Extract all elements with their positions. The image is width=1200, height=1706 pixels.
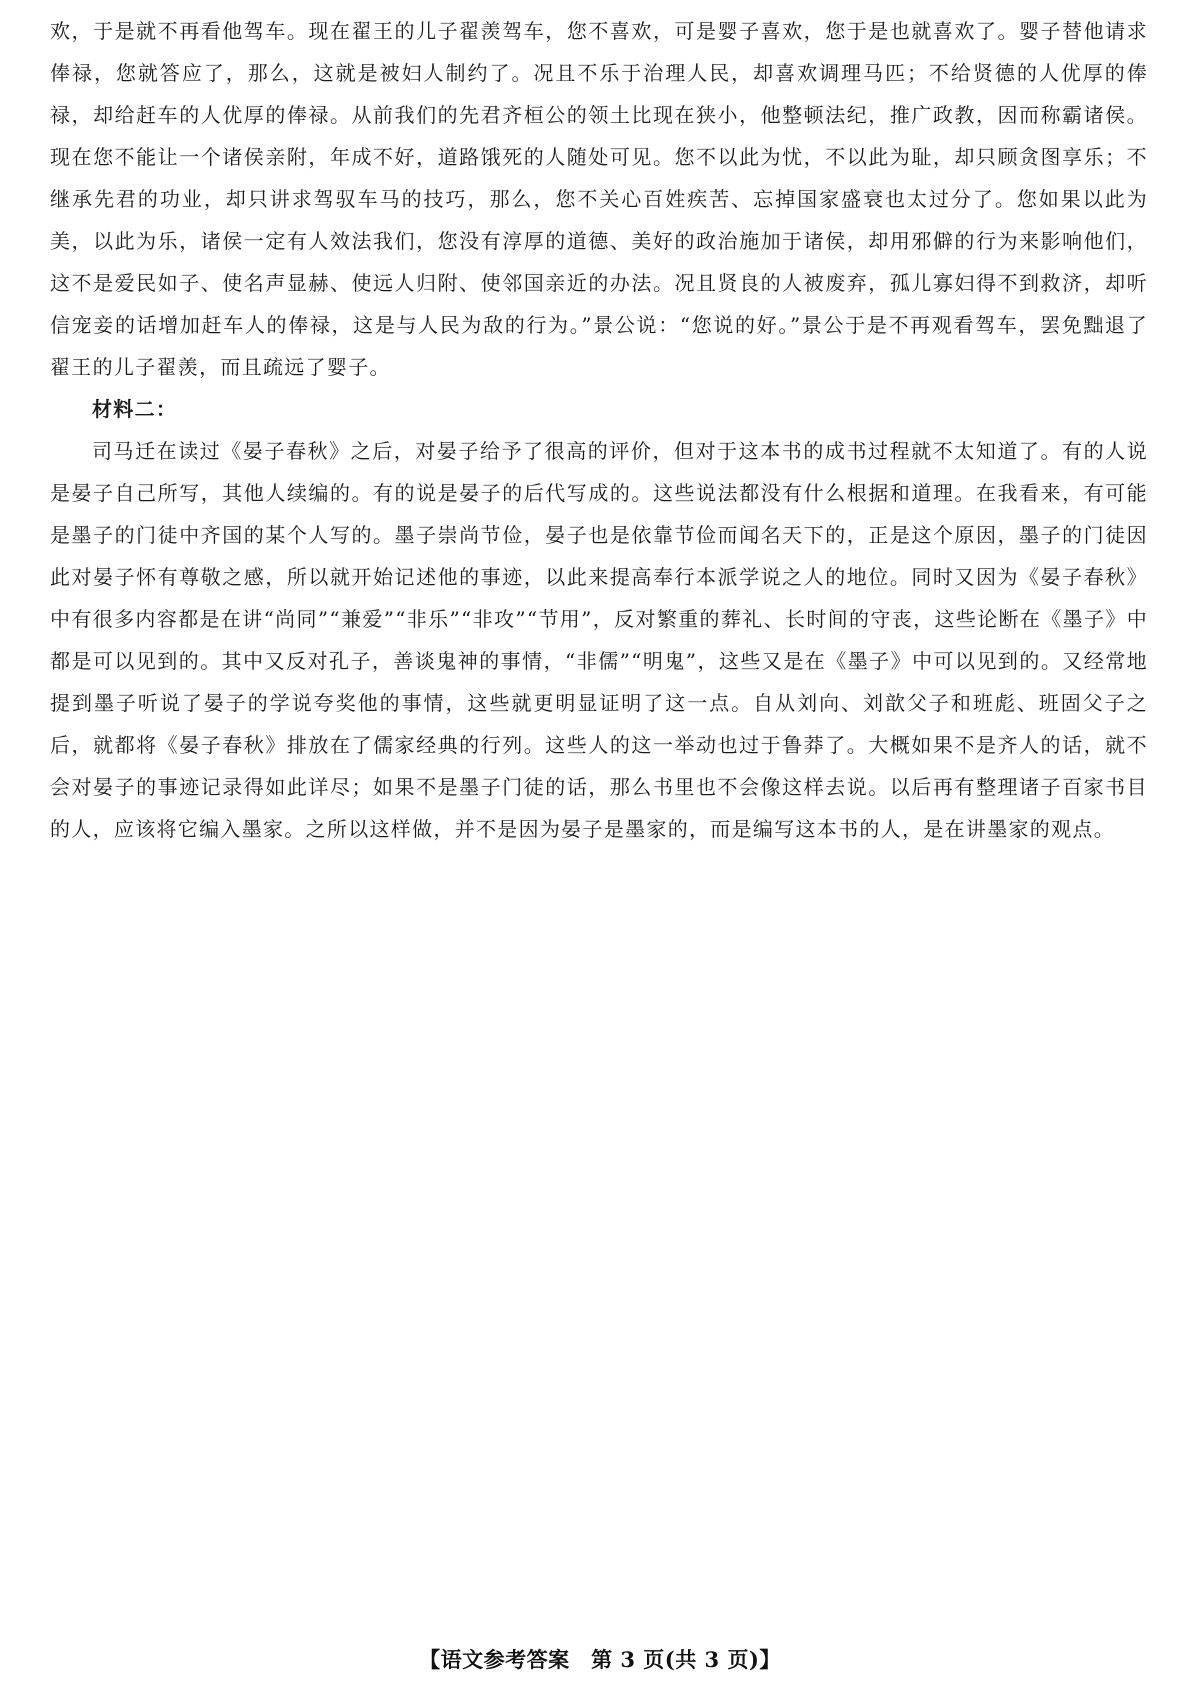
material2-paragraph: 司马迁在读过《晏子春秋》之后，对晏子给予了很高的评价，但对于这本书的成书过程就不太知道了。有的人说是晏子自己所写，其他人续编的。有的说是晏子的后代写成的。这些说法都没有什么根据和道理。在我看来，有可能是墨子的门徒中齐国的某个人写的。墨子崇尚节俭，晏子也是依靠节俭而闻名天下的，正是这个原因，墨子的门徒因此对晏子怀有尊敬之感，所以就开始记述他的事迹，以此来提高奉行本派学说之人的地位。同时又因为《晏子春秋》中有很多内容都是在讲“尚同”“兼爱”“非乐”“非攻”“节用”，反对繁重的葬礼、长时间的守丧，这些论断在《墨子》中都是可以见到的。其中又反对孔子，善谈鬼神的事情，“非儒”“明鬼”，这些又是在《墨子》中可以见到的。又经常地提到墨子听说了晏子的学说夸奖他的事情，这些就更明显证明了这一点。自从刘向、刘歆父子和班彪、班固父子之后，就都将《晏子春秋》排放在了儒家经典的行列。这些人的这一举动也过于鲁莽了。大概如果不是齐人的话，就不会对晏子的事迹记录得如此详尽；如果不是墨子门徒的话，那么书里也不会像这样去说。以后再有整理诸子百家书目的人，应该将它编入墨家。之所以这样做，并不是因为晏子是墨家的，而是编写这本书的人，是在讲墨家的观点。: [50, 439, 1148, 841]
page-footer: 【语文参考答案 第 3 页(共 3 页)】: [419, 1647, 781, 1672]
answer-content: [50, 10, 1148, 850]
material1-continued-paragraph: 欢，于是就不再看他驾车。现在翟王的儿子翟羡驾车，您不喜欢，可是婴子喜欢，您于是也就喜欢了。婴子替他请求俸禄，您就答应了，那么，这就是被妇人制约了。况且不乐于治理人民，却喜欢调理马匹；不给贤德的人优厚的俸禄，却给赶车的人优厚的俸禄。从前我们的先君齐桓公的领土比现在狭小，他整顿法纪，推广政教，因而称霸诸侯。现在您不能让一个诸侯亲附，年成不好，道路饿死的人随处可见。您不以此为忧，不以此为耻，却只顾贪图享乐；不继承先君的功业，却只讲求驾驭车马的技巧，那么，您不关心百姓疾苦、忘掉国家盛衰也太过分了。您如果以此为美，以此为乐，诸侯一定有人效法我们，您没有淳厚的道德、美好的政治施加于诸侯，却用邪僻的行为来影响他们，这不是爱民如子、使名声显赫、使远人归附、使邻国亲近的办法。况且贤良的人被废弃，孤儿寡妇得不到救济，却听信宠妾的话增加赶车人的俸禄，这是与人民为敌的行为。”景公说：“您说的好。”景公于是不再观看驾车，罢免黜退了翟王的儿子翟羡，而且疏远了婴子。: [50, 19, 1148, 379]
material2-heading: 材料二：: [92, 397, 178, 421]
